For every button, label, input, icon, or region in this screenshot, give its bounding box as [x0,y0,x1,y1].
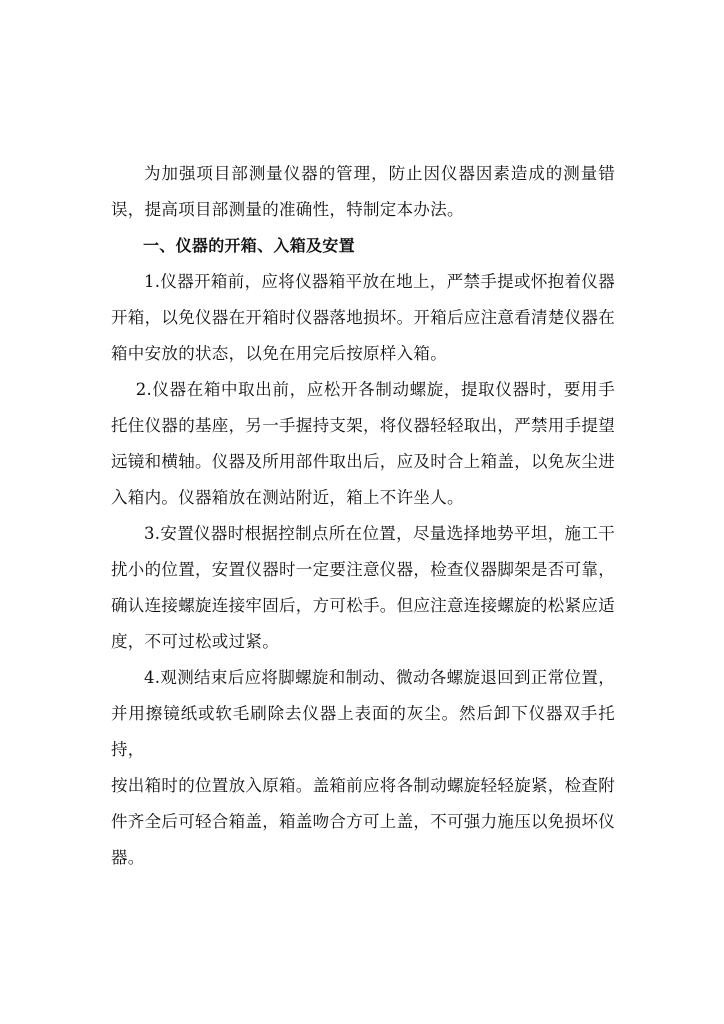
intro-paragraph: 为加强项目部测量仪器的管理，防止因仪器因素造成的测量错误，提高项目部测量的准确性，特制定本办法。 [111,164,615,219]
document-body [111,156,615,876]
item-1-paragraph: 1.仪器开箱前，应将仪器箱平放在地上，严禁手提或怀抱着仪器开箱，以免仪器在开箱时仪器落地损坏。开箱后应注意看清楚仪器在箱中安放的状态，以免在用完后按原样入箱。 [111,272,615,363]
section-heading: 一、仪器的开箱、入箱及安置 [143,236,355,255]
item-3-paragraph: 3.安置仪器时根据控制点所在位置，尽量选择地势平坦，施工干扰小的位置，安置仪器时一定要注意仪器，检查仪器脚架是否可靠，确认连接螺旋连接牢固后，方可松手。但应注意连接螺旋的松紧应适度，不可过松或过紧。 [111,524,615,651]
item-4-continuation: 按出箱时的位置放入原箱。盖箱前应将各制动螺旋轻轻旋紧，检查附件齐全后可轻合箱盖，箱盖吻合方可上盖，不可强力施压以免损坏仪器。 [111,776,615,867]
item-4-paragraph: 4.观测结束后应将脚螺旋和制动、微动各螺旋退回到正常位置，并用擦镜纸或软毛刷除去仪器上表面的灰尘。然后卸下仪器双手托持， [111,668,615,759]
item-2-paragraph: 2.仪器在箱中取出前，应松开各制动螺旋，提取仪器时，要用手托住仪器的基座，另一手握持支架，将仪器轻轻取出，严禁用手提望远镜和横轴。仪器及所用部件取出后，应及时合上箱盖，以免灰尘进入箱内。仪器箱放在测站附近，箱上不许坐人。 [111,380,615,507]
